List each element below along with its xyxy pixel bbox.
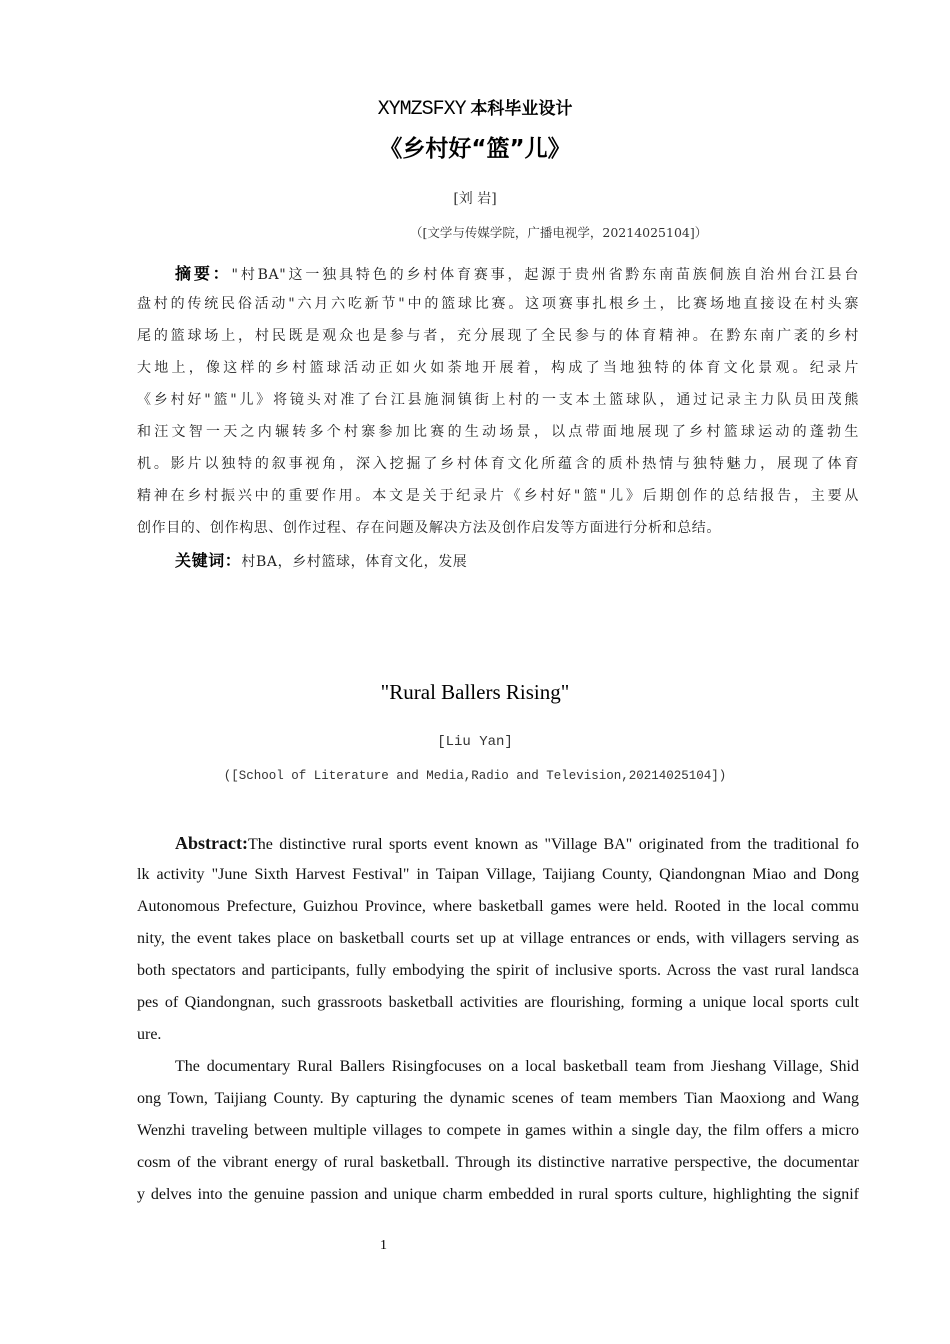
english-abstract-line: [137, 833, 859, 854]
english-abstract-line: The documentary Rural Ballers Risingfocuses on a local basketball team from Jieshang Village, Shid: [175, 1058, 859, 1075]
chinese-abstract-line: 创作目的、创作构思、创作过程、存在问题及解决方法及创作启发等方面进行分析和总结。: [137, 520, 721, 536]
chinese-abstract-line: 机。影片以独特的叙事视角，深入挖掘了乡村体育文化所蕴含的质朴热情与独特魅力，展现了体育: [137, 456, 859, 472]
english-abstract-line: cosm of the vibrant energy of rural basketball. Through its distinctive narrative perspective, the documentar: [137, 1154, 859, 1171]
thesis-header: [0, 94, 950, 121]
english-abstract-line: ong Town, Taijiang County. By capturing the dynamic scenes of team members Tian Maoxiong and Wang: [137, 1090, 859, 1107]
thesis-type: 本科毕业设计: [470, 99, 573, 119]
chinese-abstract-line: 尾的篮球场上，村民既是观众也是参与者，充分展现了全民参与的体育精神。在黔东南广袤的乡村: [137, 328, 859, 344]
english-affiliation: ([School of Literature and Media,Radio and Television,20214025104]): [223, 769, 727, 783]
english-abstract-line: lk activity "June Sixth Harvest Festival" in Taipan Village, Taijiang County, Qiandongnan Miao and Dong: [137, 866, 859, 883]
english-abstract-line: Autonomous Prefecture, Guizhou Province, where basketball games were held. Rooted in the local commu: [137, 898, 859, 915]
chinese-abstract-line: 和汪文智一天之内辗转多个村寨参加比赛的生动场景，以点带面地展现了乡村篮球运动的蓬勃生: [137, 424, 859, 440]
english-abstract-label: Abstract:: [175, 833, 248, 853]
chinese-abstract-label: 摘要：: [175, 264, 232, 283]
chinese-abstract-line: 盘村的传统民俗活动"六月六吃新节"中的篮球比赛。这项赛事扎根乡土，比赛场地直接设在村头寨: [137, 296, 859, 312]
english-abstract-line: both spectators and participants, fully embodying the spirit of inclusive sports. Across the vast rural landsca: [137, 962, 859, 979]
chinese-abstract-line: 大地上，像这样的乡村篮球活动正如火如荼地开展着，构成了当地独特的体育文化景观。纪录片: [137, 360, 859, 376]
chinese-keywords-text: 村BA，乡村篮球，体育文化，发展: [241, 554, 468, 570]
chinese-abstract-line: 《乡村好"篮"儿》将镜头对准了台江县施洞镇街上村的一支本土篮球队，通过记录主力队员田茂熊: [137, 392, 859, 408]
abstract-text: The distinctive rural sports event known as "Village BA" originated from the traditional fo: [247, 836, 859, 853]
english-author: [Liu Yan]: [437, 734, 513, 750]
english-abstract-line: pes of Qiandongnan, such grassroots basketball activities are flourishing, forming a unique local sports cult: [137, 994, 859, 1011]
english-abstract-line: ure.: [137, 1026, 162, 1043]
chinese-abstract-line: [137, 261, 859, 284]
english-abstract-line: nity, the event takes place on basketball courts set up at village entrances or ends, with villagers serving as: [137, 930, 859, 947]
english-abstract-line: Wenzhi traveling between multiple villages to compete in games within a single day, the film offers a micro: [137, 1122, 859, 1139]
abstract-text: "村BA"这一独具特色的乡村体育赛事，起源于贵州省黔东南苗族侗族自治州台江县台: [231, 267, 859, 283]
chinese-keywords: [137, 548, 859, 571]
institution-code: XYMZSFXY: [377, 98, 466, 121]
chinese-title: 《乡村好“篮”儿》: [379, 136, 571, 162]
page-number: 1: [380, 1238, 387, 1253]
english-abstract-line: y delves into the genuine passion and unique charm embedded in rural sports culture, highlighting the signif: [137, 1186, 859, 1203]
chinese-abstract-line: 精神在乡村振兴中的重要作用。本文是关于纪录片《乡村好"篮"儿》后期创作的总结报告，主要从: [137, 488, 859, 504]
chinese-affiliation: （[文学与传媒学院，广播电视学，20214025104]）: [410, 225, 708, 240]
english-title: "Rural Ballers Rising": [380, 680, 570, 704]
chinese-keywords-label: 关键词：: [175, 551, 242, 570]
chinese-author: [刘 岩]: [453, 191, 497, 207]
